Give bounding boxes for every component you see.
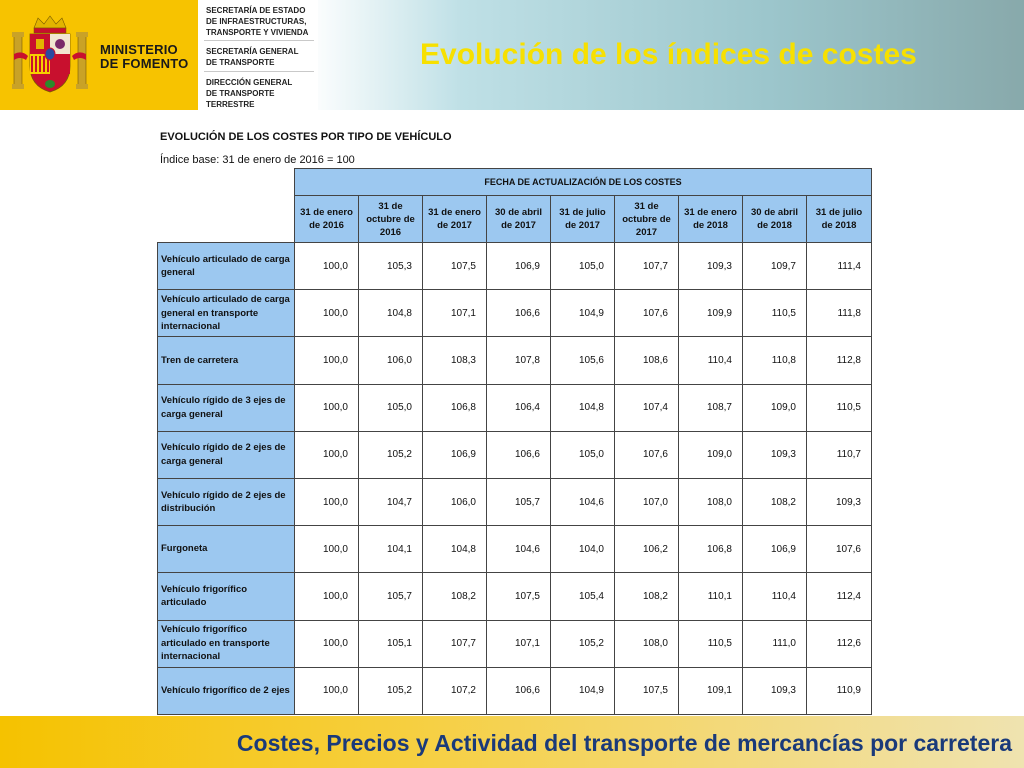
table-cell: 107,6 [615,290,679,337]
row-label: Vehículo frigorífico de 2 ejes [158,667,295,714]
table-row [158,337,872,384]
table-cell: 106,2 [615,526,679,573]
row-label: Vehículo frigorífico articulado [158,573,295,620]
table-cell: 100,0 [295,431,359,478]
column-header: 31 de octubre de 2017 [615,196,679,243]
table-row [158,667,872,714]
table-cell: 107,5 [423,243,487,290]
dept-secretaria-estado: SECRETARÍA DE ESTADO DE INFRAESTRUCTURAS, TRANSPORTE Y VIVIENDA [206,6,309,37]
group-header: FECHA DE ACTUALIZACIÓN DE LOS COSTES [295,169,872,196]
table-cell: 105,2 [359,667,423,714]
cost-index-table [157,168,872,715]
table-cell: 104,0 [551,526,615,573]
table-cell: 110,7 [807,431,872,478]
table-cell: 109,9 [679,290,743,337]
table-title: EVOLUCIÓN DE LOS COSTES POR TIPO DE VEHÍCULO [160,131,452,143]
table-cell: 112,6 [807,620,872,667]
table-cell: 107,7 [615,243,679,290]
footer-title: Costes, Precios y Actividad del transporte de mercancías por carretera [236,730,1012,756]
column-header: 31 de octubre de 2016 [359,196,423,243]
table-cell: 109,7 [743,243,807,290]
table-cell: 105,6 [551,337,615,384]
table-cell: 108,2 [743,478,807,525]
table-cell: 105,3 [359,243,423,290]
table-cell: 107,5 [615,667,679,714]
table-cell: 105,2 [551,620,615,667]
table-row [158,526,872,573]
table-cell: 110,8 [743,337,807,384]
table-cell: 107,8 [487,337,551,384]
row-label: Tren de carretera [158,337,295,384]
table-cell: 106,9 [423,431,487,478]
table-cell: 106,6 [487,431,551,478]
column-header: 31 de julio de 2017 [551,196,615,243]
table-cell: 111,8 [807,290,872,337]
row-label: Furgoneta [158,526,295,573]
table-cell: 110,1 [679,573,743,620]
table-cell: 100,0 [295,337,359,384]
table-cell: 108,7 [679,384,743,431]
column-header: 31 de enero de 2017 [423,196,487,243]
table-cell: 100,0 [295,384,359,431]
table-cell: 105,0 [359,384,423,431]
table-row [158,573,872,620]
table-cell: 112,4 [807,573,872,620]
column-header: 30 de abril de 2018 [743,196,807,243]
table-cell: 110,5 [679,620,743,667]
table-cell: 104,9 [551,290,615,337]
table-cell: 107,6 [807,526,872,573]
table-cell: 100,0 [295,290,359,337]
table-row [158,243,872,290]
table-cell: 111,0 [743,620,807,667]
department-labels [200,0,318,110]
table-cell: 100,0 [295,243,359,290]
table-cell: 108,0 [679,478,743,525]
table-row [158,431,872,478]
table-cell: 106,4 [487,384,551,431]
table-cell: 108,2 [615,573,679,620]
row-label: Vehículo rígido de 2 ejes de carga general [158,431,295,478]
column-header: 31 de enero de 2016 [295,196,359,243]
table-cell: 106,8 [423,384,487,431]
date-header-row [158,196,872,243]
table-cell: 105,7 [487,478,551,525]
header-bar [0,0,1024,110]
table-cell: 112,8 [807,337,872,384]
table-cell: 107,5 [487,573,551,620]
footer-bar [0,716,1024,768]
table-cell: 109,3 [743,667,807,714]
table-cell: 110,5 [743,290,807,337]
table-cell: 111,4 [807,243,872,290]
table-cell: 107,7 [423,620,487,667]
table-cell: 107,4 [615,384,679,431]
table-cell: 104,1 [359,526,423,573]
row-label: Vehículo frigorífico articulado en transporte internacional [158,620,295,667]
table-row [158,478,872,525]
table-cell: 109,0 [743,384,807,431]
table-cell: 108,3 [423,337,487,384]
table-cell: 100,0 [295,526,359,573]
ministerio-de-fomento-label: MINISTERIO DE FOMENTO [100,42,189,71]
table-cell: 108,6 [615,337,679,384]
dept-secretaria-general: SECRETARÍA GENERAL DE TRANSPORTE [206,47,299,67]
table-cell: 109,0 [679,431,743,478]
table-cell: 106,9 [743,526,807,573]
row-label: Vehículo articulado de carga general [158,243,295,290]
table-cell: 104,8 [423,526,487,573]
table-cell: 107,1 [423,290,487,337]
dept-divider [204,40,314,41]
ministry-logo-block [0,0,198,110]
table-cell: 104,9 [551,667,615,714]
table-corner [158,196,295,243]
table-cell: 100,0 [295,667,359,714]
table-cell: 109,3 [807,478,872,525]
column-header: 30 de abril de 2017 [487,196,551,243]
table-cell: 100,0 [295,573,359,620]
table-cell: 107,0 [615,478,679,525]
column-header: 31 de enero de 2018 [679,196,743,243]
table-cell: 109,3 [743,431,807,478]
table-cell: 109,1 [679,667,743,714]
column-header: 31 de julio de 2018 [807,196,872,243]
spain-coat-of-arms-icon [12,14,88,96]
table-cell: 105,4 [551,573,615,620]
table-cell: 100,0 [295,620,359,667]
table-row [158,384,872,431]
table-cell: 105,1 [359,620,423,667]
table-cell: 106,8 [679,526,743,573]
table-cell: 104,7 [359,478,423,525]
table-cell: 106,0 [423,478,487,525]
table-cell: 110,5 [807,384,872,431]
table-cell: 109,3 [679,243,743,290]
table-cell: 110,4 [679,337,743,384]
table-cell: 108,0 [615,620,679,667]
table-cell: 106,6 [487,290,551,337]
table-cell: 105,2 [359,431,423,478]
table-cell: 108,2 [423,573,487,620]
table-row [158,620,872,667]
dept-direccion-general: DIRECCIÓN GENERAL DE TRANSPORTE TERRESTRE [206,78,293,109]
table-cell: 107,6 [615,431,679,478]
table-cell: 107,1 [487,620,551,667]
table-cell: 110,4 [743,573,807,620]
slide-title: Evolución de los índices de costes [420,38,917,71]
table-corner [158,169,295,196]
table-cell: 106,0 [359,337,423,384]
dept-divider [204,71,314,72]
table-cell: 104,6 [487,526,551,573]
table-cell: 104,8 [551,384,615,431]
table-row [158,290,872,337]
table-cell: 105,0 [551,243,615,290]
row-label: Vehículo articulado de carga general en transporte internacional [158,290,295,337]
table-cell: 107,2 [423,667,487,714]
table-cell: 105,0 [551,431,615,478]
table-cell: 105,7 [359,573,423,620]
table-subtitle: Índice base: 31 de enero de 2016 = 100 [160,154,355,166]
row-label: Vehículo rígido de 3 ejes de carga general [158,384,295,431]
table-cell: 104,6 [551,478,615,525]
row-label: Vehículo rígido de 2 ejes de distribución [158,478,295,525]
table-cell: 106,9 [487,243,551,290]
table-cell: 100,0 [295,478,359,525]
table-cell: 106,6 [487,667,551,714]
table-cell: 104,8 [359,290,423,337]
table-cell: 110,9 [807,667,872,714]
